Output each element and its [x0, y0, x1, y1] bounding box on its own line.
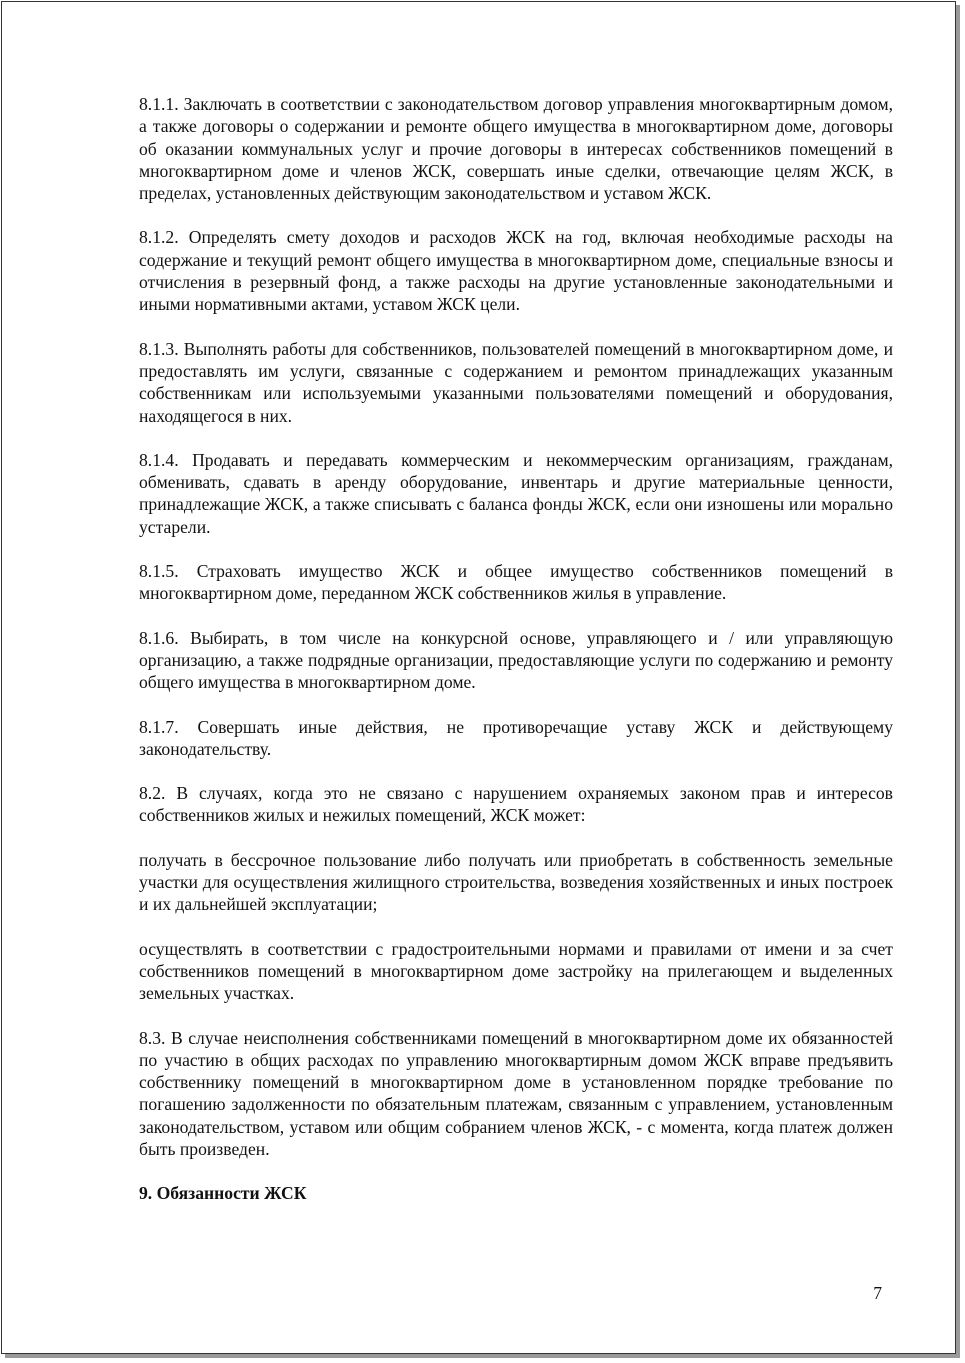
paragraph-8-2-item-land: получать в бессрочное пользование либо получать или приобретать в собственность земельные участки для осуществления жилищного строительства, возведения хозяйственных и иных построек и их дальнейшей эксплуатации;: [139, 849, 893, 915]
section-heading: 9. Обязанности ЖСК: [139, 1183, 307, 1204]
paragraph-8-1-7: 8.1.7. Совершать иные действия, не противоречащие уставу ЖСК и действующему законодательству.: [139, 716, 893, 759]
paragraph-8-1-2: 8.1.2. Определять смету доходов и расходов ЖСК на год, включая необходимые расходы на содержание и текущий ремонт общего имущества в многоквартирном доме, специальные взносы и отчисления в резервный фонд, а также расходы на другие установленные законодательными и иными нормативными актами, уставом ЖСК цели.: [139, 227, 893, 315]
paragraph-8-1-4: 8.1.4. Продавать и передавать коммерческим и некоммерческим организациям, гражданам, обменивать, сдавать в аренду оборудование, инвентарь и другие материальные ценности, принадлежащие ЖСК, а также списывать с баланса фонды ЖСК, если они изношены или морально устарели.: [139, 449, 893, 537]
paragraph-8-1-3: 8.1.3. Выполнять работы для собственников, пользователей помещений в многоквартирном доме, и предоставлять им услуги, связанные с содержанием и ремонтом принадлежащих указанным собственникам или используемыми указанными пользователями помещений и оборудования, находящегося в них.: [139, 338, 893, 426]
paragraph-8-2: 8.2. В случаях, когда это не связано с нарушением охраняемых законом прав и интересов собственников жилых и нежилых помещений, ЖСК может:: [139, 783, 893, 826]
document-body: [139, 93, 893, 1205]
page-number: 7: [873, 1283, 882, 1303]
paragraph-8-3: 8.3. В случае неисполнения собственниками помещений в многоквартирном доме их обязанностей по участию в общих расходах по управлению многоквартирным домом ЖСК вправе предъявить собственнику помещений в многоквартирном доме в установленном порядке требование по погашению задолженности по обязательным платежам, связанным с управлением, установленным законодательством, уставом или общим собранием членов ЖСК, - с момента, когда платеж должен быть произведен.: [139, 1027, 893, 1159]
paragraph-8-1-6: 8.1.6. Выбирать, в том числе на конкурсной основе, управляющего и / или управляющую организацию, а также подрядные организации, предоставляющие услуги по содержанию и ремонту общего имущества в многоквартирном доме.: [139, 627, 893, 693]
paragraph-8-1-1: 8.1.1. Заключать в соответствии с законодательством договор управления многоквартирным домом, а также договоры о содержании и ремонте общего имущества в многоквартирном доме, договоры об оказании коммунальных услуг и прочие договоры в интересах собственников помещений в многоквартирном доме и членов ЖСК, совершать иные сделки, отвечающие целям ЖСК, в пределах, установленных действующим законодательством и уставом ЖСК.: [139, 94, 893, 204]
document-page: [1, 1, 956, 1354]
paragraph-8-1-5: 8.1.5. Страховать имущество ЖСК и общее имущество собственников помещений в многоквартирном доме, переданном ЖСК собственников жилья в управление.: [139, 561, 893, 604]
paragraph-8-2-item-construction: осуществлять в соответствии с градостроительными нормами и правилами от имени и за счет собственников помещений в многоквартирном доме застройку на прилегающем и выделенных земельных участках.: [139, 938, 893, 1004]
